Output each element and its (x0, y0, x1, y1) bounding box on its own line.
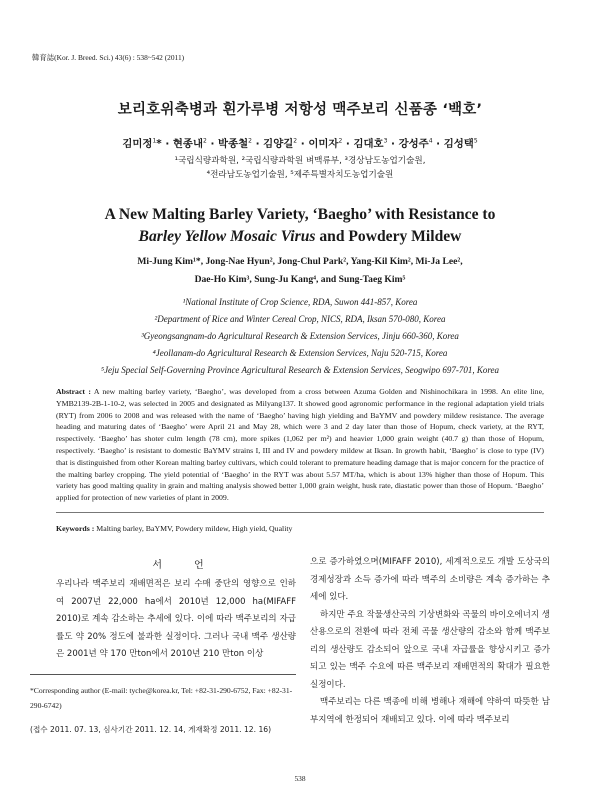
body-column-right (310, 554, 550, 729)
body-paragraph: 우리나라 맥주보리 재배면적은 보리 수매 중단의 영향으로 인하여 2007년 22,000 ha에서 2010년 12,000 ha(MIFAFF 2010)로 계속 감소하는 추세에 있다. 이에 따라 맥주보리의 자급률도 약 20% 정도에 불과한 실정이다. 그러나 국내 맥주 생산량은 2001년 약 170 만ton에서 2010년 210 만ton 이상 (56, 579, 296, 659)
affiliation-korean-line-1: ¹국립식량과학원, ²국립식량과학원 벼맥류부, ³경상남도농업기술원, (174, 156, 426, 166)
author-affiliation-mark: 4 (428, 137, 433, 145)
authors-english-line-2: Dae-Ho Kim³, Sung-Ju Kang⁴, and Sung-Taeg Kim⁵ (194, 274, 406, 285)
author-affiliation-mark: 2 (338, 137, 343, 145)
affiliation-english-line-1: ¹National Institute of Crop Science, RDA, Suwon 441-857, Korea (182, 297, 418, 307)
author-korean: 강성주 (398, 138, 429, 150)
author-separator: · (161, 138, 173, 150)
author-affiliation-mark: 2 (248, 137, 252, 145)
corresponding-mark: * (156, 138, 162, 150)
body-column-left (56, 576, 296, 664)
title-english (0, 204, 600, 248)
keywords-label: Keywords : (56, 524, 95, 533)
title-english-line-2 (0, 226, 600, 248)
author-separator: · (206, 138, 219, 150)
affiliation-english-line-5: ⁵Jeju Special Self-Governing Province Agricultural Research & Extension Services, Seogwipo 697-701, Korea (100, 365, 500, 375)
body-paragraph: 으로 증가하였으며(MIFAFF 2010), 세계적으로도 개발 도상국의 경제성장과 소득 증가에 따라 맥주의 소비량은 계속 증가하는 추세에 있다. (310, 557, 550, 602)
affiliation-english-line-2: ²Department of Rice and Winter Cereal Crop, NICS, RDA, Iksan 570-080, Korea (154, 314, 446, 324)
author-korean: 현종내 (172, 138, 204, 150)
affiliation-korean-line-2: ⁴전라남도농업기술원, ⁵제주특별자치도농업기술원 (206, 170, 394, 180)
author-affiliation-mark: 2 (203, 137, 207, 145)
page-number: 538 (294, 774, 306, 783)
author-affiliation-mark: 2 (293, 137, 298, 145)
affiliation-english-line-3: ³Gyeongsangnam-do Agricultural Research & Extension Services, Jinju 660-360, Korea (141, 331, 459, 341)
keywords-text: Malting barley, BaYMV, Powdery mildew, High yield, Quality (96, 524, 293, 533)
corresponding-author-footnote: *Corresponding author (E-mail: tyche@korea.kr, Tel: +82-31-290-6752, Fax: +82-31-290-6742) (30, 686, 293, 710)
author-separator: · (387, 138, 399, 150)
title-korean: 보리호위축병과 흰가루병 저항성 맥주보리 신품종 ‘백호’ (117, 102, 483, 118)
abstract-text: A new malting barley variety, ‘Baegho’, was developed from a cross between Azuma Golden and Nishinochikara in 1998. An elite line, YMB2139-2B-1-10-2, was selected in 2005 and designated as Milyang137. It showed good agronomic performance in the regional adaptation yield trials (RYT) from 2006 to 2008 and was released with the name of ‘Baegho’ having high yielding and BaYMV and powdery mildew resistance. The average heading and maturing dates of ‘Baegho’ were April 21 and May 28, which were 3 and 2 day later than those of Hopum, check variety, at the RYT, respectively. ‘Baegho’ has shoter culm length (78 cm), more spikes (1,062 per m²) and heavier 1,000 grain weight (40.7 g) than those of Hopum, respectively. ‘Baegho’ is resistant to domestic BaYMV strains I, III and IV and powdery mildew at Iksan. In growth habit, ‘Baegho’ is close to type (IV) that is distinguished from other Korean malting barley cultivars, which could tolerant to premature heading damage that is major concern for the practice of the malting barley cropping. The yield potential of ‘Baegho’ in the RYT was about 5.57 MT/ha, which is about 13% higher than those of Hopum. This variety has good malting quality in grain and malting analysis showed better 1,000 grain weight, husk rate, diastatic power than those of Hopum. ‘Baegho’ applied for protection of new varieties of plant in 2009. (56, 387, 544, 503)
received-dates: (접수 2011. 07. 13, 심사기간 2011. 12. 14, 게재확정 2011. 12. 16) (30, 725, 272, 734)
author-separator: · (342, 138, 354, 150)
body-paragraph: 맥주보리는 다른 맥종에 비해 병해나 재해에 약하여 따뜻한 남부지역에 한정되어 재배되고 있다. 이에 따라 맥주보리 (310, 697, 550, 725)
title-english-line-1: A New Malting Barley Variety, ‘Baegho’ with Resistance to (104, 206, 496, 223)
author-korean: 박종철 (218, 138, 249, 150)
authors-english-line-1: Mi-Jung Kim¹*, Jong-Nae Hyun², Jong-Chul Park², Yang-Kil Kim², Mi-Ja Lee², (137, 256, 463, 267)
journal-header: 韓育誌(Kor. J. Breed. Sci.) 43(6) : 538~542 (2011) (32, 53, 185, 62)
author-separator: · (251, 138, 264, 150)
body-paragraph: 하지만 주요 작물생산국의 기상변화와 곡물의 바이오에너지 생산용으로의 전환에 따라 전체 곡물 생산량의 감소와 함께 맥주보리의 생산량도 감소되어 앞으로 국내 자급률을 향상시키고 증가되고 있는 맥주 수요에 따른 맥주보리 재배면적의 확대가 필요한 실정이다. (310, 609, 550, 690)
author-affiliation-mark: 1 (152, 137, 157, 145)
author-affiliation-mark: 3 (383, 137, 388, 145)
keywords (56, 524, 544, 533)
author-korean: 김대호 (353, 138, 384, 150)
footnote-divider (30, 674, 296, 675)
author-separator: · (297, 138, 309, 150)
author-separator: · (432, 138, 444, 150)
authors-korean (0, 135, 600, 150)
author-affiliation-mark: 5 (473, 137, 478, 145)
title-rest-part: and Powdery Mildew (315, 228, 462, 245)
author-korean: 김미정 (122, 138, 153, 150)
author-korean: 김양길 (263, 138, 294, 150)
affiliation-english-line-4: ⁴Jeollanam-do Agricultural Research & Extension Services, Naju 520-715, Korea (152, 348, 448, 358)
section-heading-introduction: 서언 (152, 560, 236, 571)
abstract (56, 386, 544, 504)
abstract-label: Abstract : (56, 387, 91, 396)
author-korean: 이미자 (308, 138, 339, 150)
author-korean: 김성택 (443, 138, 474, 150)
title-italic-part: Barley Yellow Mosaic Virus (138, 228, 316, 245)
abstract-divider (56, 512, 544, 513)
